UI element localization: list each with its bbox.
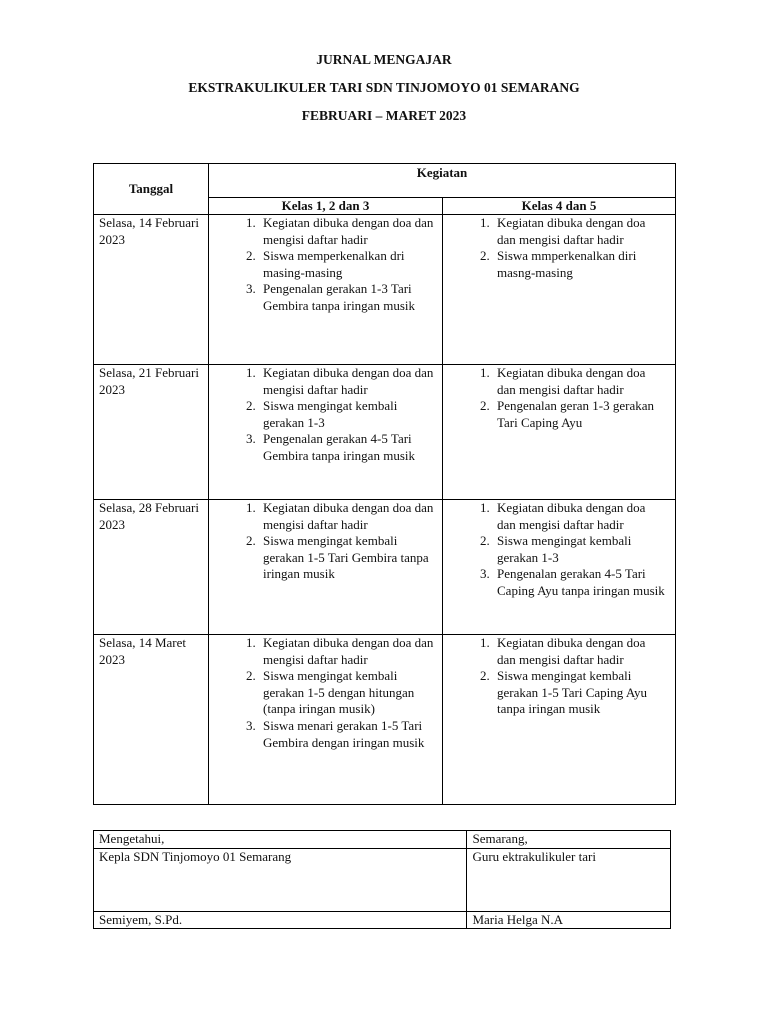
row-kelas-4-5 [443, 500, 676, 635]
signature-right-label: Semarang, [467, 831, 671, 849]
activity-list [209, 500, 434, 583]
list-item: 2. Siswa mengingat kembali gerakan 1-3 [259, 398, 434, 431]
signature-right-name: Maria Helga N.A [467, 911, 671, 929]
row-date: Selasa, 21 Februari 2023 [94, 365, 209, 500]
row-kelas-4-5 [443, 215, 676, 365]
activity-list [443, 365, 667, 431]
row-date: Selasa, 14 Maret 2023 [94, 635, 209, 805]
document-period: FEBRUARI – MARET 2023 [301, 108, 467, 123]
signature-right-role: Guru ektrakulikuler tari [467, 848, 671, 911]
row-kelas-1-3 [209, 500, 443, 635]
list-item: 1. Kegiatan dibuka dengan doa dan mengisi daftar hadir [259, 635, 434, 668]
list-item: 3. Pengenalan gerakan 1-3 Tari Gembira tanpa iringan musik [259, 281, 434, 314]
list-item: 3. Siswa menari gerakan 1-5 Tari Gembira dengan iringan musik [259, 718, 434, 751]
header-kegiatan: Kegiatan [209, 164, 676, 198]
row-kelas-1-3 [209, 635, 443, 805]
row-date: Selasa, 14 Februari 2023 [94, 215, 209, 365]
row-kelas-4-5 [443, 365, 676, 500]
signature-left-name: Semiyem, S.Pd. [94, 911, 467, 929]
row-kelas-1-3 [209, 365, 443, 500]
activity-list [443, 215, 667, 281]
list-item: 1. Kegiatan dibuka dengan doa dan mengisi daftar hadir [259, 365, 434, 398]
signature-table [93, 830, 671, 929]
list-item: 2. Siswa mengingat kembali gerakan 1-5 Tari Caping Ayu tanpa iringan musik [493, 668, 667, 718]
list-item: 1. Kegiatan dibuka dengan doa dan mengisi daftar hadir [493, 365, 667, 398]
list-item: 1. Kegiatan dibuka dengan doa dan mengisi daftar hadir [493, 500, 667, 533]
row-date: Selasa, 28 Februari 2023 [94, 500, 209, 635]
table-row [94, 635, 676, 805]
list-item: 2. Pengenalan geran 1-3 gerakan Tari Caping Ayu [493, 398, 667, 431]
row-kelas-4-5 [443, 635, 676, 805]
table-row [94, 500, 676, 635]
activity-list [209, 215, 434, 315]
journal-table [93, 163, 676, 805]
activity-list [209, 635, 434, 751]
list-item: 2. Siswa mengingat kembali gerakan 1-5 Tari Gembira tanpa iringan musik [259, 533, 434, 583]
header-kelas-1-3: Kelas 1, 2 dan 3 [209, 198, 443, 215]
table-row [94, 365, 676, 500]
header-tanggal: Tanggal [94, 164, 209, 215]
list-item: 2. Siswa mmperkenalkan diri masng-masing [493, 248, 667, 281]
list-item: 2. Siswa mengingat kembali gerakan 1-3 [493, 533, 667, 566]
list-item: 1. Kegiatan dibuka dengan doa dan mengisi daftar hadir [493, 635, 667, 668]
activity-list [209, 365, 434, 465]
list-item: 3. Pengenalan gerakan 4-5 Tari Gembira tanpa iringan musik [259, 431, 434, 464]
activity-list [443, 635, 667, 718]
list-item: 2. Siswa mengingat kembali gerakan 1-5 dengan hitungan (tanpa iringan musik) [259, 668, 434, 718]
table-row [94, 215, 676, 365]
row-kelas-1-3 [209, 215, 443, 365]
list-item: 1. Kegiatan dibuka dengan doa dan mengisi daftar hadir [493, 215, 667, 248]
activity-list [443, 500, 667, 600]
list-item: 2. Siswa memperkenalkan dri masing-masing [259, 248, 434, 281]
header-kelas-4-5: Kelas 4 dan 5 [443, 198, 676, 215]
signature-left-label: Mengetahui, [94, 831, 467, 849]
document-subtitle: EKSTRAKULIKULER TARI SDN TINJOMOYO 01 SEMARANG [188, 80, 580, 95]
document-title: JURNAL MENGAJAR [316, 52, 452, 67]
list-item: 1. Kegiatan dibuka dengan doa dan mengisi daftar hadir [259, 215, 434, 248]
list-item: 3. Pengenalan gerakan 4-5 Tari Caping Ayu tanpa iringan musik [493, 566, 667, 599]
signature-left-role: Kepla SDN Tinjomoyo 01 Semarang [94, 848, 467, 911]
list-item: 1. Kegiatan dibuka dengan doa dan mengisi daftar hadir [259, 500, 434, 533]
